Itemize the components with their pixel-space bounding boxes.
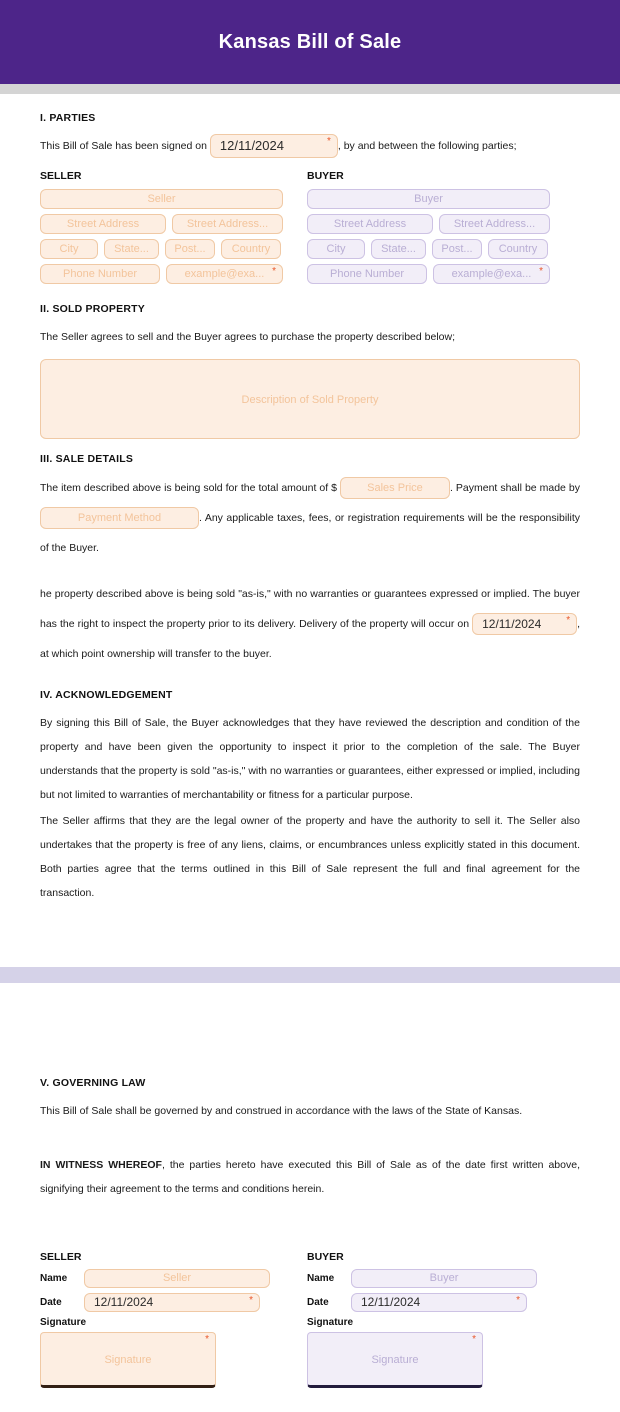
- witness-lead-bold: IN WITNESS WHEREOF: [40, 1159, 162, 1172]
- buyer-party-column: [307, 170, 550, 289]
- seller-city-state-row: [40, 239, 283, 259]
- as-is-text-2: , at which point ownership will transfer to the buyer.: [40, 618, 581, 661]
- sale-details-text-2: . Payment shall be made by: [449, 482, 580, 495]
- seller-signature-date-value: 12/11/2024: [94, 1295, 154, 1310]
- acknowledgement-paragraph-2: The Seller affirms that they are the legal owner of the property and have the authority to sell it. The Seller also undertakes that the property is free of any liens, claims, or encumbrances unless explicitly stated in this document. Both parties agree that the terms outlined in this Bill of Sale represent the full and final agreement for the transaction.: [40, 815, 580, 900]
- document-body-page-2: [0, 983, 620, 1412]
- seller-address-row: [40, 214, 283, 234]
- delivery-date-input[interactable]: [472, 613, 577, 635]
- seller-email-placeholder: example@exa...: [184, 268, 265, 281]
- seller-signature-name-input[interactable]: Seller: [84, 1269, 270, 1288]
- seller-signature-date-input[interactable]: [84, 1293, 260, 1312]
- seller-signature-block: [40, 1251, 283, 1388]
- buyer-address-row: [307, 214, 550, 234]
- parties-intro-line: [40, 134, 580, 158]
- document-bottom-space: [40, 1388, 580, 1412]
- seller-street-address-input[interactable]: Street Address: [40, 214, 166, 234]
- section-heading-sold-property: II. SOLD PROPERTY: [40, 303, 145, 316]
- buyer-phone-input[interactable]: Phone Number: [307, 264, 427, 284]
- buyer-name-input[interactable]: Buyer: [307, 189, 550, 209]
- buyer-street-address-input[interactable]: Street Address: [307, 214, 433, 234]
- seller-signature-sublabel: Signature: [40, 1317, 87, 1329]
- seller-signature-name-row: [40, 1269, 283, 1288]
- buyer-signature-date-input[interactable]: [351, 1293, 527, 1312]
- buyer-name-field-label: Name: [307, 1273, 335, 1285]
- buyer-signature-label: BUYER: [307, 1251, 344, 1264]
- buyer-city-input[interactable]: City: [307, 239, 365, 259]
- buyer-state-input[interactable]: State...: [371, 239, 426, 259]
- sold-property-intro: The Seller agrees to sell and the Buyer agrees to purchase the property described below;: [40, 331, 455, 344]
- witness-top-space: [40, 1123, 580, 1143]
- signed-date-value: 12/11/2024: [219, 138, 284, 154]
- seller-signature-date-row: [40, 1293, 283, 1312]
- witness-paragraph: [40, 1153, 580, 1201]
- buyer-email-placeholder: example@exa...: [451, 268, 532, 281]
- buyer-street-address-2-input[interactable]: Street Address...: [439, 214, 550, 234]
- buyer-signature-name-row: [307, 1269, 550, 1288]
- seller-signature-pad[interactable]: [40, 1332, 216, 1388]
- sale-details-paragraph: [40, 473, 580, 563]
- seller-name-row: [40, 189, 283, 209]
- seller-country-input[interactable]: Country: [221, 239, 281, 259]
- required-asterisk-icon: *: [516, 1295, 520, 1307]
- as-is-text-1: he property described above is being sold "as-is," with no warranties or guarantees expressed or implied. The buyer has the right to inspect the property prior to its delivery. Delivery of the property will occur on: [40, 588, 580, 631]
- buyer-date-field-label: Date: [307, 1297, 329, 1309]
- witness-rest: , the parties hereto have executed this Bill of Sale as of the date first written above, signifying their agreement to the terms and conditions herein.: [40, 1159, 580, 1196]
- document-body-page-1: [0, 94, 620, 945]
- page-break-divider: [0, 967, 620, 983]
- buyer-signature-placeholder: Signature: [371, 1354, 419, 1367]
- document-header: [0, 0, 620, 84]
- section-heading-acknowledgement: IV. ACKNOWLEDGEMENT: [40, 689, 173, 702]
- seller-phone-input[interactable]: Phone Number: [40, 264, 160, 284]
- signed-date-input[interactable]: [210, 134, 338, 158]
- section-heading-parties: I. PARTIES: [40, 112, 96, 124]
- buyer-signature-pad[interactable]: [307, 1332, 483, 1388]
- acknowledgement-paragraph-1: By signing this Bill of Sale, the Buyer acknowledges that they have reviewed the description and condition of the property and have been given the opportunity to inspect it prior to the completion of the sale. The Buyer understands that the property is sold "as-is," with no warranties or guarantees, either expressed or implied, including but not limited to warranties of merchantability or fitness for a particular purpose.: [40, 717, 580, 802]
- seller-name-field-label: Name: [40, 1273, 68, 1285]
- parties-intro-prefix: This Bill of Sale has been signed on: [40, 140, 207, 152]
- required-asterisk-icon: *: [272, 266, 276, 278]
- buyer-signature-date-row: [307, 1293, 550, 1312]
- seller-date-field-label: Date: [40, 1297, 62, 1309]
- signature-blocks: [40, 1251, 580, 1388]
- seller-signature-placeholder: Signature: [104, 1354, 152, 1367]
- buyer-signature-date-value: 12/11/2024: [361, 1295, 421, 1310]
- sold-property-description-textarea[interactable]: Description of Sold Property: [40, 359, 580, 439]
- buyer-signature-block: [307, 1251, 550, 1388]
- page-2-top-space: [40, 983, 580, 1069]
- required-asterisk-icon: *: [205, 1334, 209, 1346]
- parties-intro-suffix: , by and between the following parties;: [337, 140, 517, 152]
- sale-details-text-3: . Any applicable taxes, fees, or registration requirements will be the responsibility of the Buyer.: [40, 512, 580, 555]
- sales-price-input[interactable]: Sales Price: [340, 477, 450, 499]
- seller-signature-label: SELLER: [40, 1251, 82, 1264]
- seller-label: SELLER: [40, 170, 82, 183]
- seller-name-input[interactable]: Seller: [40, 189, 283, 209]
- seller-state-input[interactable]: State...: [104, 239, 159, 259]
- as-is-paragraph: [40, 579, 580, 669]
- buyer-postal-code-input[interactable]: Post...: [432, 239, 482, 259]
- required-asterisk-icon: *: [566, 615, 571, 627]
- seller-contact-row: [40, 264, 283, 284]
- sale-details-text-1: The item described above is being sold for the total amount of $: [40, 482, 337, 495]
- parties-grid: [40, 170, 580, 289]
- buyer-signature-name-input[interactable]: Buyer: [351, 1269, 537, 1288]
- section-heading-governing-law: V. GOVERNING LAW: [40, 1077, 146, 1090]
- buyer-label: BUYER: [307, 170, 344, 183]
- buyer-email-input[interactable]: [433, 264, 550, 284]
- delivery-date-value: 12/11/2024: [482, 617, 542, 632]
- buyer-signature-sublabel: Signature: [307, 1317, 354, 1329]
- buyer-city-state-row: [307, 239, 550, 259]
- seller-city-input[interactable]: City: [40, 239, 98, 259]
- page-title: Kansas Bill of Sale: [218, 30, 402, 53]
- required-asterisk-icon: *: [472, 1334, 476, 1346]
- required-asterisk-icon: *: [326, 136, 331, 148]
- buyer-country-input[interactable]: Country: [488, 239, 548, 259]
- section-heading-sale-details: III. SALE DETAILS: [40, 453, 134, 466]
- buyer-contact-row: [307, 264, 550, 284]
- header-shadow-strip: [0, 84, 620, 94]
- required-asterisk-icon: *: [249, 1295, 253, 1307]
- page-1-bottom-space: [40, 905, 580, 945]
- payment-method-input[interactable]: Payment Method: [40, 507, 199, 529]
- seller-street-address-2-input[interactable]: Street Address...: [172, 214, 283, 234]
- seller-party-column: [40, 170, 283, 289]
- governing-law-paragraph: This Bill of Sale shall be governed by and construed in accordance with the laws of the State of Kansas.: [40, 1105, 523, 1118]
- required-asterisk-icon: *: [539, 266, 543, 278]
- signatures-top-space: [40, 1201, 580, 1241]
- seller-email-input[interactable]: [166, 264, 283, 284]
- buyer-name-row: [307, 189, 550, 209]
- seller-postal-code-input[interactable]: Post...: [165, 239, 215, 259]
